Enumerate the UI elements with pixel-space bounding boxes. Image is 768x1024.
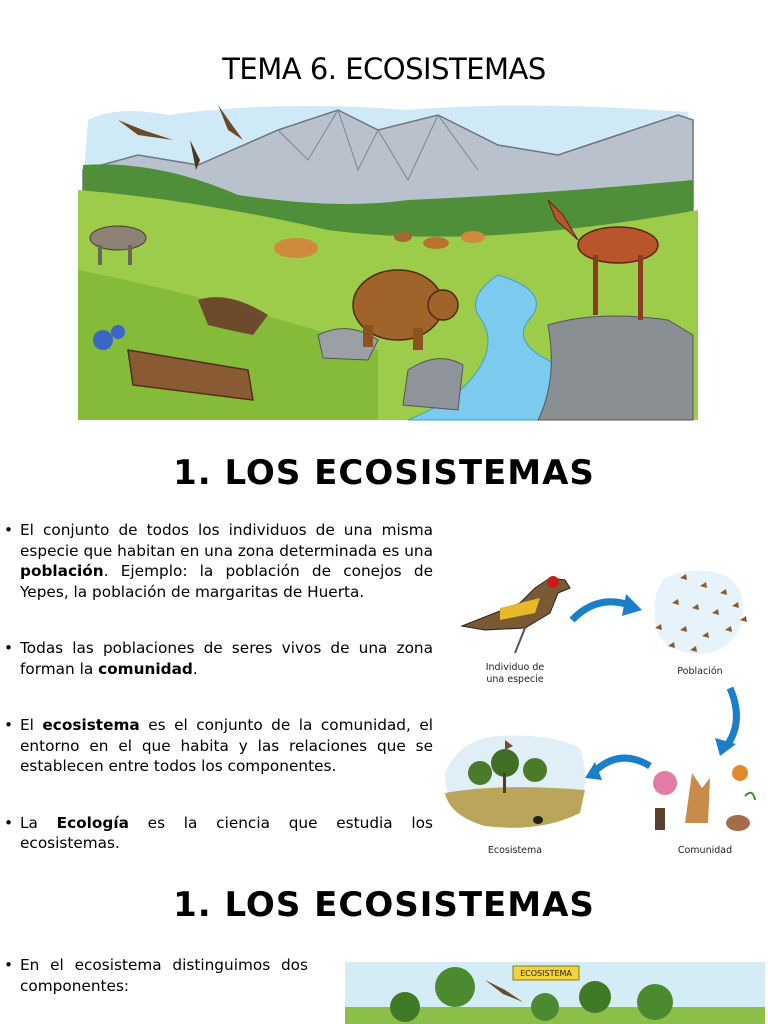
butterfly-population-icon (654, 571, 747, 654)
bullet-list (0, 520, 433, 854)
label-ecosistema: Ecosistema (487, 845, 543, 856)
ecosystem-levels-diagram (440, 558, 768, 868)
image-label: ECOSISTEMA (520, 969, 572, 978)
bullet-poblacion: • El conjunto de todos los individuos de una misma especie que habitan en una zona determinada es una población. Ejemplo: la población de conejos de Yepes, la población de margaritas de Huerta. (0, 520, 433, 602)
bullet-list-2 (0, 955, 308, 996)
ecosystem-landscape-illustration (78, 100, 698, 430)
label-poblacion: Población (677, 666, 723, 677)
bullet-ecologia: • La Ecología es la ciencia que estudia los ecosistemas. (0, 813, 433, 854)
goldfinch-icon (462, 576, 570, 653)
slide-title: TEMA 6. ECOSISTEMAS (222, 52, 546, 86)
community-icon (653, 765, 755, 831)
bullet-componentes: • En el ecosistema distinguimos dos componentes: (0, 955, 308, 996)
ecosystem-components-illustration (345, 962, 765, 1024)
bullet-comunidad: • Todas las poblaciones de seres vivos de una zona forman la comunidad. (0, 638, 433, 679)
label-comunidad: Comunidad (677, 845, 733, 856)
label-individuo: Individuo de una especie (485, 662, 545, 685)
section-heading: 1. LOS ECOSISTEMAS (173, 453, 595, 493)
ecosystem-scene-icon (445, 736, 585, 828)
bullet-ecosistema: • El ecosistema es el conjunto de la comunidad, el entorno en el que habita y las relaciones que se establecen entre todos los componentes. (0, 715, 433, 777)
section-heading-2: 1. LOS ECOSISTEMAS (173, 885, 595, 925)
